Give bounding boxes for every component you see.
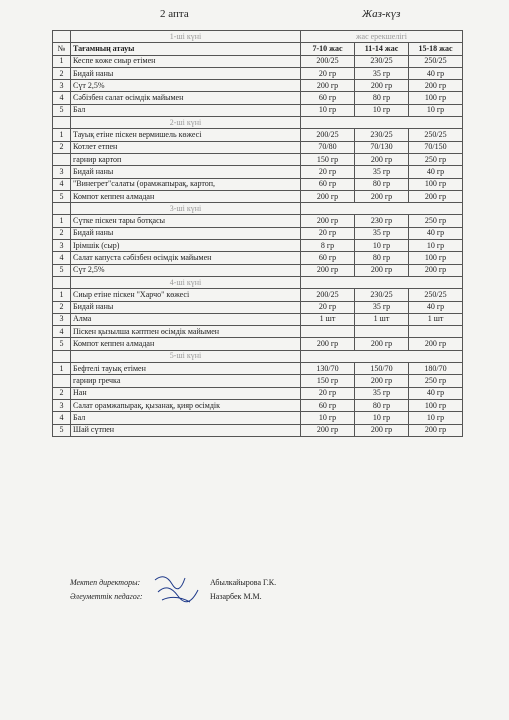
portion-value: 250 гр bbox=[409, 375, 463, 387]
portion-value: 200/25 bbox=[301, 129, 355, 141]
row-number: 4 bbox=[53, 92, 71, 104]
portion-value: 100 гр bbox=[409, 252, 463, 264]
director-name: Абылкайырова Г.К. bbox=[210, 578, 277, 587]
dish-name: Салат орамжапырақ, қызанақ, қияр өсімдік bbox=[71, 399, 301, 411]
table-header-row-2 bbox=[53, 43, 463, 55]
row-number: 2 bbox=[53, 67, 71, 79]
portion-value: 40 гр bbox=[409, 227, 463, 239]
portion-value: 20 гр bbox=[301, 387, 355, 399]
age-header-1: 7-10 жас bbox=[301, 43, 355, 55]
portion-value: 20 гр bbox=[301, 67, 355, 79]
dish-name: Бал bbox=[71, 104, 301, 116]
dish-name: Бидай наны bbox=[71, 166, 301, 178]
table-row bbox=[53, 289, 463, 301]
portion-value: 150 гр bbox=[301, 375, 355, 387]
day-row bbox=[53, 276, 463, 288]
portion-value: 250 гр bbox=[409, 153, 463, 165]
row-number: 5 bbox=[53, 104, 71, 116]
portion-value: 40 гр bbox=[409, 301, 463, 313]
portion-value: 60 гр bbox=[301, 252, 355, 264]
portion-value: 100 гр bbox=[409, 399, 463, 411]
dish-name: Компот кеппен алмадан bbox=[71, 190, 301, 202]
table-row bbox=[53, 363, 463, 375]
portion-value: 35 гр bbox=[355, 227, 409, 239]
season-label: Жаз-күз bbox=[362, 8, 401, 20]
portion-value: 40 гр bbox=[409, 67, 463, 79]
portion-value: 70/150 bbox=[409, 141, 463, 153]
col-num-header: № bbox=[53, 43, 71, 55]
dish-name: Алма bbox=[71, 313, 301, 325]
portion-value: 35 гр bbox=[355, 301, 409, 313]
portion-value: 10 гр bbox=[301, 412, 355, 424]
dish-name: Ірімшік (сыр) bbox=[71, 240, 301, 252]
portion-value bbox=[409, 326, 463, 338]
portion-value: 200 гр bbox=[301, 424, 355, 436]
portion-value: 70/80 bbox=[301, 141, 355, 153]
day-title: 4-ші күні bbox=[71, 276, 301, 288]
portion-value: 10 гр bbox=[301, 104, 355, 116]
dish-name: Піскен қызылша кәптпен өсімдік майымен bbox=[71, 326, 301, 338]
dish-name: гарнир картоп bbox=[71, 153, 301, 165]
portion-value: 35 гр bbox=[355, 166, 409, 178]
portion-value: 230 гр bbox=[355, 215, 409, 227]
col-name-header: Тағамның атауы bbox=[71, 43, 301, 55]
row-number: 5 bbox=[53, 424, 71, 436]
row-number: 4 bbox=[53, 178, 71, 190]
table-row bbox=[53, 92, 463, 104]
portion-value: 60 гр bbox=[301, 399, 355, 411]
row-number: 4 bbox=[53, 412, 71, 424]
row-number: 5 bbox=[53, 264, 71, 276]
row-number: 1 bbox=[53, 215, 71, 227]
row-number: 5 bbox=[53, 338, 71, 350]
portion-value: 200 гр bbox=[355, 338, 409, 350]
portion-value: 20 гр bbox=[301, 301, 355, 313]
portion-value: 10 гр bbox=[409, 104, 463, 116]
portion-value: 200 гр bbox=[409, 190, 463, 202]
portion-value: 200 гр bbox=[409, 264, 463, 276]
signature-image bbox=[150, 570, 210, 610]
dish-name: Салат капуста сәбізбен өсімдік майымен bbox=[71, 252, 301, 264]
portion-value: 230/25 bbox=[355, 289, 409, 301]
dish-name: Бидай наны bbox=[71, 227, 301, 239]
day-row bbox=[53, 117, 463, 129]
portion-value: 80 гр bbox=[355, 92, 409, 104]
table-row bbox=[53, 166, 463, 178]
dish-name: Компот кеппен алмадан bbox=[71, 338, 301, 350]
table-row bbox=[53, 240, 463, 252]
portion-value: 200 гр bbox=[301, 215, 355, 227]
portion-value: 80 гр bbox=[355, 178, 409, 190]
portion-value: 150 гр bbox=[301, 153, 355, 165]
week-label: 2 апта bbox=[160, 8, 189, 20]
day-row bbox=[53, 350, 463, 362]
table-row bbox=[53, 264, 463, 276]
portion-value: 20 гр bbox=[301, 166, 355, 178]
table-row bbox=[53, 338, 463, 350]
portion-value: 250/25 bbox=[409, 55, 463, 67]
portion-value: 35 гр bbox=[355, 67, 409, 79]
row-number: 1 bbox=[53, 289, 71, 301]
row-number: 3 bbox=[53, 399, 71, 411]
portion-value bbox=[355, 326, 409, 338]
row-number: 1 bbox=[53, 363, 71, 375]
portion-value: 35 гр bbox=[355, 387, 409, 399]
menu-table-body bbox=[53, 31, 463, 437]
dish-name: Сәбізбен салат өсімдік майымен bbox=[71, 92, 301, 104]
dish-name: Бидай наны bbox=[71, 67, 301, 79]
portion-value: 150/70 bbox=[355, 363, 409, 375]
portion-value: 70/130 bbox=[355, 141, 409, 153]
row-number: 2 bbox=[53, 387, 71, 399]
portion-value: 250 гр bbox=[409, 215, 463, 227]
row-number: 3 bbox=[53, 166, 71, 178]
row-number bbox=[53, 153, 71, 165]
row-number: 4 bbox=[53, 252, 71, 264]
dish-name: "Винегрет"салаты (орамжапырақ, картоп, bbox=[71, 178, 301, 190]
table-row bbox=[53, 387, 463, 399]
portion-value: 180/70 bbox=[409, 363, 463, 375]
dish-name: Сүтке піскен тары ботқасы bbox=[71, 215, 301, 227]
row-number: 2 bbox=[53, 301, 71, 313]
dish-name: Кеспе көже сиыр етімен bbox=[71, 55, 301, 67]
table-row bbox=[53, 67, 463, 79]
portion-value: 250/25 bbox=[409, 289, 463, 301]
table-row bbox=[53, 80, 463, 92]
portion-value: 200 гр bbox=[301, 80, 355, 92]
table-header-row-1 bbox=[53, 31, 463, 43]
row-number bbox=[53, 375, 71, 387]
portion-value: 200 гр bbox=[409, 80, 463, 92]
portion-value: 200 гр bbox=[409, 338, 463, 350]
portion-value: 200 гр bbox=[355, 424, 409, 436]
director-role: Мектеп директоры: bbox=[70, 578, 141, 587]
portion-value bbox=[301, 326, 355, 338]
dish-name: Сүт 2,5% bbox=[71, 80, 301, 92]
dish-name: Котлет етпен bbox=[71, 141, 301, 153]
age-header-3: 15-18 жас bbox=[409, 43, 463, 55]
portion-value: 10 гр bbox=[355, 240, 409, 252]
portion-value: 200 гр bbox=[409, 424, 463, 436]
portion-value: 200 гр bbox=[355, 190, 409, 202]
portion-value: 200 гр bbox=[355, 375, 409, 387]
portion-value: 200/25 bbox=[301, 55, 355, 67]
table-row bbox=[53, 178, 463, 190]
portion-value: 60 гр bbox=[301, 92, 355, 104]
portion-value: 200 гр bbox=[301, 264, 355, 276]
portion-value: 230/25 bbox=[355, 55, 409, 67]
dish-name: Бал bbox=[71, 412, 301, 424]
table-row bbox=[53, 227, 463, 239]
table-row bbox=[53, 326, 463, 338]
day-1-title: 1-ші күні bbox=[71, 31, 301, 43]
table-row bbox=[53, 104, 463, 116]
row-number: 3 bbox=[53, 80, 71, 92]
table-row bbox=[53, 190, 463, 202]
portion-value: 200 гр bbox=[355, 80, 409, 92]
dish-name: Сүт 2,5% bbox=[71, 264, 301, 276]
dish-name: Шай сүтпен bbox=[71, 424, 301, 436]
portion-value: 1 шт bbox=[355, 313, 409, 325]
row-number: 4 bbox=[53, 326, 71, 338]
day-title: 3-ші күні bbox=[71, 203, 301, 215]
portion-value: 10 гр bbox=[355, 412, 409, 424]
portion-value: 130/70 bbox=[301, 363, 355, 375]
portion-value: 200 гр bbox=[355, 153, 409, 165]
row-number: 5 bbox=[53, 190, 71, 202]
portion-value: 80 гр bbox=[355, 252, 409, 264]
portion-value: 1 шт bbox=[409, 313, 463, 325]
day-title: 5-ші күні bbox=[71, 350, 301, 362]
portion-value: 200/25 bbox=[301, 289, 355, 301]
dish-name: гарнир гречка bbox=[71, 375, 301, 387]
age-group-header: жас ерекшелігі bbox=[301, 31, 463, 43]
portion-value: 10 гр bbox=[409, 240, 463, 252]
table-row bbox=[53, 424, 463, 436]
dish-name: Бидай наны bbox=[71, 301, 301, 313]
portion-value: 10 гр bbox=[409, 412, 463, 424]
pedagogue-role: Әлеуметтік педагог: bbox=[70, 592, 143, 601]
table-row bbox=[53, 141, 463, 153]
portion-value: 80 гр bbox=[355, 399, 409, 411]
table-row bbox=[53, 252, 463, 264]
dish-name: Нан bbox=[71, 387, 301, 399]
pedagogue-name: Назарбек М.М. bbox=[210, 592, 262, 601]
portion-value: 230/25 bbox=[355, 129, 409, 141]
portion-value: 100 гр bbox=[409, 178, 463, 190]
portion-value: 200 гр bbox=[301, 338, 355, 350]
dish-name: Тауық етіне піскен вермишель көжесі bbox=[71, 129, 301, 141]
table-row bbox=[53, 301, 463, 313]
day-row bbox=[53, 203, 463, 215]
table-row bbox=[53, 215, 463, 227]
row-number: 3 bbox=[53, 240, 71, 252]
portion-value: 10 гр bbox=[355, 104, 409, 116]
dish-name: Сиыр етіне піскен "Харчо" көжесі bbox=[71, 289, 301, 301]
table-row bbox=[53, 313, 463, 325]
portion-value: 60 гр bbox=[301, 178, 355, 190]
age-header-2: 11-14 жас bbox=[355, 43, 409, 55]
row-number: 1 bbox=[53, 55, 71, 67]
table-row bbox=[53, 375, 463, 387]
portion-value: 1 шт bbox=[301, 313, 355, 325]
day-title: 2-ші күні bbox=[71, 117, 301, 129]
portion-value: 100 гр bbox=[409, 92, 463, 104]
portion-value: 40 гр bbox=[409, 387, 463, 399]
portion-value: 40 гр bbox=[409, 166, 463, 178]
portion-value: 200 гр bbox=[355, 264, 409, 276]
table-row bbox=[53, 55, 463, 67]
table-row bbox=[53, 399, 463, 411]
table-row bbox=[53, 129, 463, 141]
row-number: 2 bbox=[53, 141, 71, 153]
table-row bbox=[53, 153, 463, 165]
row-number: 3 bbox=[53, 313, 71, 325]
portion-value: 20 гр bbox=[301, 227, 355, 239]
table-row bbox=[53, 412, 463, 424]
row-number: 1 bbox=[53, 129, 71, 141]
menu-table bbox=[52, 30, 463, 437]
portion-value: 200 гр bbox=[301, 190, 355, 202]
row-number: 2 bbox=[53, 227, 71, 239]
dish-name: Бефтелі тауық етімен bbox=[71, 363, 301, 375]
portion-value: 8 гр bbox=[301, 240, 355, 252]
portion-value: 250/25 bbox=[409, 129, 463, 141]
